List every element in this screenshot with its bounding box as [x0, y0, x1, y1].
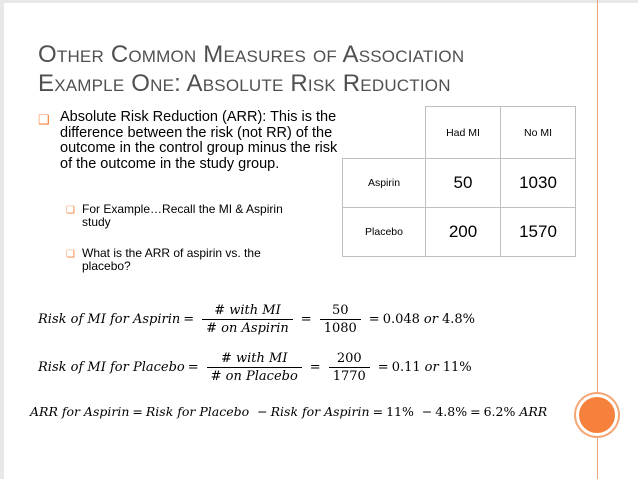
- table-row-label: Aspirin: [343, 159, 426, 208]
- equation-arr: ARR for Aspirin = Risk for Placebo − Risk for Aspirin = 11% − 4.8% = 6.2% ARR: [30, 404, 548, 419]
- fraction-denominator: 1080: [320, 319, 361, 336]
- equation-risk-aspirin: Risk of MI for Aspirin = $\frac{\text{\# with MI}}{\text{\# on Aspirin}}$ = $\frac{50}{1080}$ = 0.048 or 4.8%: [38, 303, 475, 336]
- bullet-square-icon: ❑: [66, 249, 75, 260]
- equation-value: 4.8%: [435, 404, 468, 419]
- equation-result: 0.048: [382, 312, 420, 327]
- equation-term: Risk for Aspirin: [270, 404, 370, 419]
- equation-lhs: ARR for Aspirin: [30, 404, 130, 419]
- top-frame-line: [0, 0, 638, 3]
- equation-or: or: [423, 312, 438, 327]
- table-cell: 200: [426, 208, 501, 257]
- fraction-numerator: # with MI: [220, 351, 288, 366]
- slide-title: [38, 40, 578, 98]
- slide-title-line-2: Example One: Absolute Risk Reduction: [38, 70, 451, 97]
- sub-bullet-text: What is the ARR of aspirin vs. the placebo?: [82, 246, 261, 273]
- equation-lhs: Risk of MI for Aspirin: [38, 312, 181, 327]
- table-cell: 1030: [501, 159, 576, 208]
- table-row-label: Placebo: [343, 208, 426, 257]
- table-cell: 1570: [501, 208, 576, 257]
- fraction-numerator: # with MI: [214, 303, 281, 318]
- equation-term: Risk for Placebo: [145, 404, 250, 419]
- bullet-square-icon: ❑: [38, 112, 50, 127]
- equation-result-percent: 4.8%: [441, 312, 475, 327]
- fraction: [202, 303, 293, 336]
- table-header-cell: No MI: [501, 107, 576, 159]
- sub-bullet-text: For Example…Recall the MI & Aspirin study: [82, 202, 283, 229]
- fraction-denominator: # on Aspirin: [202, 319, 293, 336]
- table-cell: 50: [426, 159, 501, 208]
- table-header-row: [343, 107, 576, 159]
- equation-result-percent: 11%: [442, 360, 472, 375]
- slide-title-line-1: Other Common Measures of Association: [38, 41, 465, 68]
- equation-or: or: [424, 360, 439, 375]
- equation-value: 11%: [386, 404, 414, 419]
- table-header-cell: Had MI: [426, 107, 501, 159]
- fraction: [320, 303, 361, 336]
- mi-contingency-table: [342, 106, 576, 257]
- equation-result: 6.2%: [483, 404, 516, 419]
- table-row: [343, 159, 576, 208]
- decorative-orange-circle: [576, 394, 618, 436]
- fraction-numerator: 200: [336, 351, 362, 366]
- fraction: [329, 351, 370, 384]
- fraction-denominator: 1770: [329, 367, 370, 384]
- fraction-numerator: 50: [331, 303, 349, 318]
- fraction: [207, 351, 302, 384]
- left-frame-line: [0, 0, 4, 479]
- equation-unit: ARR: [519, 404, 548, 419]
- table-row: [343, 208, 576, 257]
- main-bullet-text: Absolute Risk Reduction (ARR): This is the difference between the risk (not RR) of the outcome in the control group minus the risk of the outcome in the study group.: [60, 109, 338, 172]
- equation-result: 0.11: [391, 360, 421, 375]
- fraction-denominator: # on Placebo: [207, 367, 302, 384]
- equation-lhs: Risk of MI for Placebo: [38, 360, 185, 375]
- table-corner-cell: [343, 107, 426, 159]
- equation-risk-placebo: Risk of MI for Placebo = $\frac{\text{\# with MI}}{\text{\# on Placebo}}$ = $\frac{200}{1770}$ = 0.11 or 11%: [38, 351, 472, 384]
- bullet-square-icon: ❑: [66, 205, 75, 216]
